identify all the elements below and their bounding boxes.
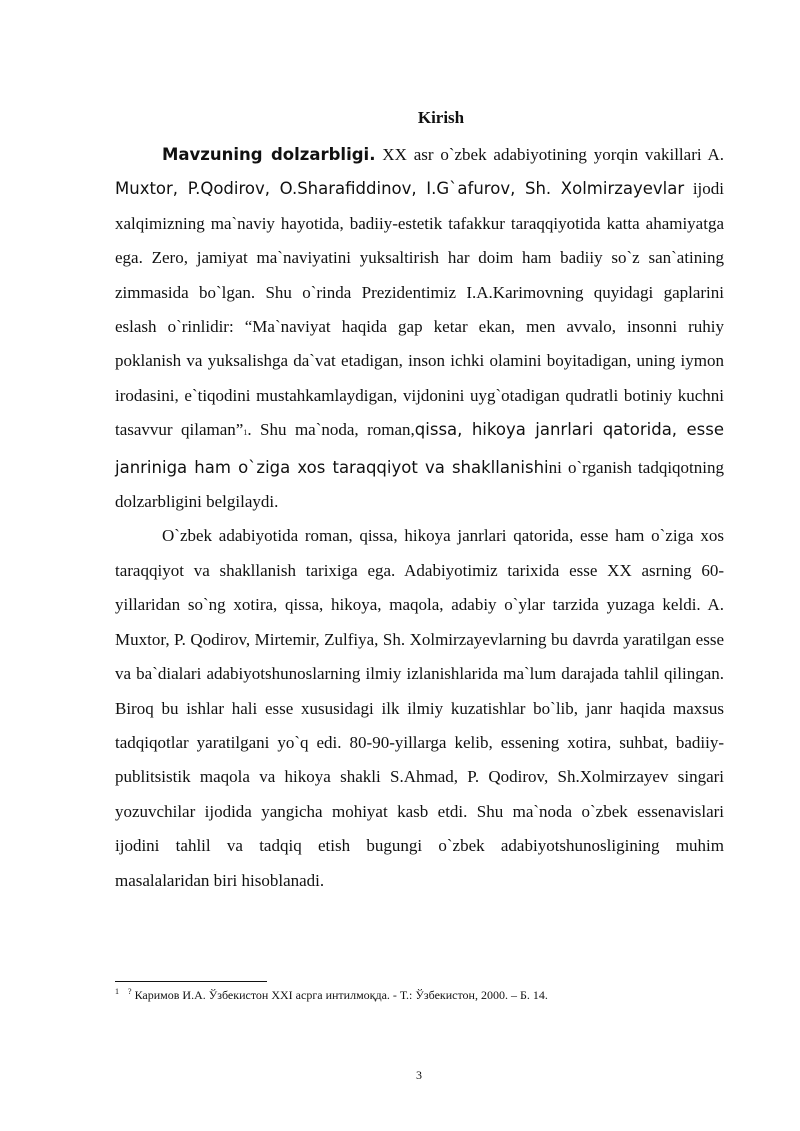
paragraph-text: XX asr o`zbek adabiyotining yorqin vakillari A.: [375, 145, 724, 164]
body-text: [115, 138, 724, 898]
footnote-reference[interactable]: 1: [243, 428, 248, 438]
section-title: Kirish: [417, 108, 465, 127]
writers-list: Muxtor, P.Qodirov, O.Sharafiddinov, I.G`afurov, Sh. Xolmirzayevlar: [115, 179, 685, 199]
genres-phrase: qissa, hikoya janrlari qatorida, esse janriniga ham o`ziga xos taraqqiyot va shakllanishi: [115, 420, 724, 477]
footnote-number: 1: [115, 987, 119, 996]
paragraph-essay-history: O`zbek adabiyotida roman, qissa, hikoya janrlari qatorida, esse ham o`ziga xos taraqqiyot va shakllanish tarixiga ega. Adabiyotimiz tarixida esse XX asrning 60-yillaridan so`ng xotira, qissa, hikoya, maqola, adabiy o`ylar tarzida yuzaga keldi. A. Muxtor, P. Qodirov, Mirtemir, Zulfiya, Sh. Xolmirzayevlarning bu davrda yaratilgan esse va ba`dialari adabiyotshunoslarning ilmiy izlanishlarida ma`lum darajada tahlil qilingan. Biroq bu ishlar hali esse xususidagi ilk ilmiy kuzatishlar bo`lib, janr haqida maxsus tadqiqotlar yaratilgani yo`q edi. 80-90-yillarga kelib, essening xotira, suhbat, badiiy-publitsistik maqola va hikoya shakli S.Ahmad, P. Qodirov, Sh.Xolmirzayev singari yozuvchilar ijodida yangicha mohiyat kasb etdi. Shu ma`noda o`zbek essenavislari ijodini tahlil va tadqiq etish bugungi o`zbek adabiyotshunosligining muhim masalalaridan biri hisoblanadi.: [115, 526, 724, 890]
paragraph-text: ni o`rganish tadqiqotning dolzarbligini belgilaydi.: [115, 457, 724, 512]
footnote-text: Каримов И.А. Ўзбекистон XXI асрга интилмоқда. - Т.: Ўзбекистон, 2000. – Б. 14.: [131, 988, 548, 1002]
paragraph-text: ijodi xalqimizning ma`naviy hayotida, badiiy-estetik tafakkur taraqqiyotida katta ahamiyatga ega. Zero, jamiyat ma`naviyatini yuksaltirish har doim ham badiiy so`z san`atining zimmasida bo`lgan. Shu o`rinda Prezidentimiz I.A.Karimovning quyidagi gaplarini eslash o`rinlidir: “Ma`naviyat haqida gap ketar ekan, men avvalo, insonni ruhiy poklanish va yuksalishga da`vat etadigan, inson ichki olamini boyitadigan, uning iymon irodasini, e`tiqodini mustahkamlaydigan, vijdonini uyg`otadigan qudratli botiniy kuchni tasavvur qilaman”: [115, 179, 724, 440]
page-number: 3: [416, 1068, 422, 1082]
paragraph-relevance: [115, 138, 724, 519]
relevance-lead: Mavzuning dolzarbligi.: [162, 145, 376, 164]
footnote: [115, 987, 755, 1003]
footnote-separator: [115, 981, 267, 982]
paragraph-text: . Shu ma`noda, roman,: [247, 420, 415, 440]
footnote-marker: ?: [128, 987, 132, 996]
